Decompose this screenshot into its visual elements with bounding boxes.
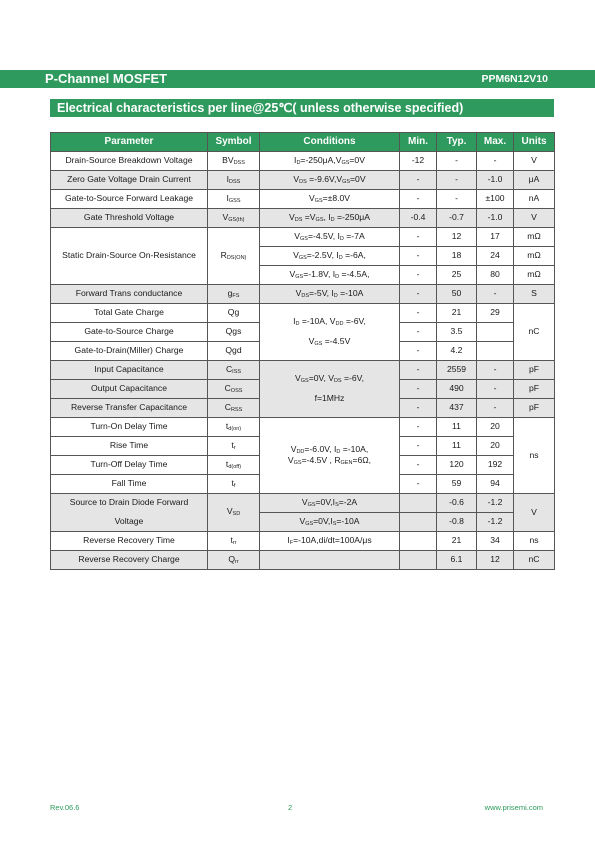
table-row: [51, 209, 555, 228]
min-cell: -0.4: [400, 209, 437, 228]
typ-cell: -: [437, 152, 477, 171]
param-cell: Fall Time: [51, 475, 208, 494]
typ-cell: 4.2: [437, 342, 477, 361]
symbol-cell: gFS: [208, 285, 260, 304]
table-row: [51, 285, 555, 304]
param-cell: Total Gate Charge: [51, 304, 208, 323]
symbol-cell: BVDSS: [208, 152, 260, 171]
min-cell: -: [400, 266, 437, 285]
max-cell: -1.2: [477, 494, 514, 513]
max-cell: -: [477, 380, 514, 399]
electrical-characteristics-table: [50, 132, 555, 570]
condition-cell: VGS=-4.5V, ID =-7A: [260, 228, 400, 247]
symbol-cell: Qg: [208, 304, 260, 323]
typ-cell: 50: [437, 285, 477, 304]
max-cell: 192: [477, 456, 514, 475]
max-cell: ±100: [477, 190, 514, 209]
column-header: Conditions: [260, 133, 400, 152]
max-cell: 17: [477, 228, 514, 247]
symbol-cell: VGS(th): [208, 209, 260, 228]
column-header: Units: [514, 133, 555, 152]
typ-cell: 3.5: [437, 323, 477, 342]
condition-cell: VDD=-6.0V, ID =-10A, VGS=-4.5V , RGEN=6Ω,: [260, 418, 400, 494]
column-header: Parameter: [51, 133, 208, 152]
max-cell: -: [477, 152, 514, 171]
min-cell: -: [400, 190, 437, 209]
max-cell: [477, 323, 514, 342]
param-cell: Input Capacitance: [51, 361, 208, 380]
max-cell: -1.0: [477, 209, 514, 228]
unit-cell: pF: [514, 361, 555, 380]
max-cell: 24: [477, 247, 514, 266]
typ-cell: 11: [437, 437, 477, 456]
symbol-cell: td(off): [208, 456, 260, 475]
min-cell: -: [400, 399, 437, 418]
unit-cell: nC: [514, 304, 555, 361]
unit-cell: V: [514, 494, 555, 532]
symbol-cell: CISS: [208, 361, 260, 380]
max-cell: 20: [477, 418, 514, 437]
min-cell: [400, 494, 437, 513]
symbol-cell: IDSS: [208, 171, 260, 190]
min-cell: -: [400, 475, 437, 494]
symbol-cell: tr: [208, 437, 260, 456]
max-cell: 94: [477, 475, 514, 494]
typ-cell: 18: [437, 247, 477, 266]
table-row: [51, 304, 555, 323]
table-header-row: [51, 133, 555, 152]
section-bar: [50, 99, 554, 117]
condition-cell: VDS=-5V, ID =-10A: [260, 285, 400, 304]
typ-cell: 490: [437, 380, 477, 399]
table-row: [51, 532, 555, 551]
typ-cell: 437: [437, 399, 477, 418]
max-cell: 29: [477, 304, 514, 323]
max-cell: 12: [477, 551, 514, 570]
max-cell: [477, 342, 514, 361]
max-cell: -: [477, 399, 514, 418]
unit-cell: nA: [514, 190, 555, 209]
table-row: [51, 171, 555, 190]
unit-cell: V: [514, 152, 555, 171]
min-cell: -: [400, 247, 437, 266]
max-cell: 20: [477, 437, 514, 456]
symbol-cell: trr: [208, 532, 260, 551]
min-cell: -: [400, 304, 437, 323]
unit-cell: ns: [514, 418, 555, 494]
param-cell: Forward Trans conductance: [51, 285, 208, 304]
condition-cell: IF=-10A,di/dt=100A/μs: [260, 532, 400, 551]
condition-cell: [260, 551, 400, 570]
part-number: PPM6N12V10: [481, 73, 548, 85]
condition-cell: VGS=±8.0V: [260, 190, 400, 209]
typ-cell: 12: [437, 228, 477, 247]
max-cell: -1.2: [477, 513, 514, 532]
symbol-cell: COSS: [208, 380, 260, 399]
column-header: Typ.: [437, 133, 477, 152]
param-cell: Reverse Recovery Time: [51, 532, 208, 551]
column-header: Max.: [477, 133, 514, 152]
symbol-cell: Qrr: [208, 551, 260, 570]
condition-cell: ID=-250μA,VGS=0V: [260, 152, 400, 171]
min-cell: -: [400, 228, 437, 247]
typ-cell: 21: [437, 304, 477, 323]
symbol-cell: IGSS: [208, 190, 260, 209]
typ-cell: 6.1: [437, 551, 477, 570]
max-cell: 34: [477, 532, 514, 551]
table-row: [51, 494, 555, 513]
symbol-cell: td(on): [208, 418, 260, 437]
param-cell: Drain-Source Breakdown Voltage: [51, 152, 208, 171]
min-cell: -12: [400, 152, 437, 171]
footer-website-link[interactable]: www.prisemi.com: [484, 803, 543, 812]
typ-cell: -0.7: [437, 209, 477, 228]
max-cell: -: [477, 361, 514, 380]
typ-cell: 25: [437, 266, 477, 285]
param-cell: Static Drain-Source On-Resistance: [51, 228, 208, 285]
typ-cell: 120: [437, 456, 477, 475]
condition-cell: VGS=0V,IS=-10A: [260, 513, 400, 532]
min-cell: -: [400, 380, 437, 399]
table-row: [51, 152, 555, 171]
condition-cell: ID =-10A, VDD =-6V, VGS =-4.5V: [260, 304, 400, 361]
symbol-cell: Qgs: [208, 323, 260, 342]
typ-cell: -: [437, 190, 477, 209]
symbol-cell: VSD: [208, 494, 260, 532]
unit-cell: μA: [514, 171, 555, 190]
param-cell: Reverse Recovery Charge: [51, 551, 208, 570]
condition-cell: VGS=-2.5V, ID =-6A,: [260, 247, 400, 266]
min-cell: [400, 532, 437, 551]
unit-cell: pF: [514, 399, 555, 418]
typ-cell: -0.8: [437, 513, 477, 532]
param-cell: Gate Threshold Voltage: [51, 209, 208, 228]
param-cell: Gate-to-Source Charge: [51, 323, 208, 342]
typ-cell: 21: [437, 532, 477, 551]
typ-cell: 11: [437, 418, 477, 437]
min-cell: [400, 513, 437, 532]
condition-cell: VGS=0V, VDS =-6V, f=1MHz: [260, 361, 400, 418]
unit-cell: mΩ: [514, 266, 555, 285]
max-cell: -: [477, 285, 514, 304]
min-cell: -: [400, 342, 437, 361]
max-cell: -1.0: [477, 171, 514, 190]
unit-cell: mΩ: [514, 228, 555, 247]
table-row: [51, 551, 555, 570]
param-cell: Zero Gate Voltage Drain Current: [51, 171, 208, 190]
symbol-cell: RDS(ON): [208, 228, 260, 285]
footer-page-number: 2: [288, 803, 293, 812]
condition-cell: VDS =-9.6V,VGS=0V: [260, 171, 400, 190]
typ-cell: 59: [437, 475, 477, 494]
unit-cell: pF: [514, 380, 555, 399]
symbol-cell: Qgd: [208, 342, 260, 361]
param-cell: Gate-to-Drain(Miller) Charge: [51, 342, 208, 361]
unit-cell: S: [514, 285, 555, 304]
min-cell: -: [400, 171, 437, 190]
param-cell: Turn-Off Delay Time: [51, 456, 208, 475]
unit-cell: ns: [514, 532, 555, 551]
symbol-cell: tf: [208, 475, 260, 494]
min-cell: -: [400, 285, 437, 304]
condition-cell: VDS =VGS, ID =-250μA: [260, 209, 400, 228]
header-bar: [0, 70, 595, 88]
typ-cell: -0.6: [437, 494, 477, 513]
min-cell: [400, 551, 437, 570]
param-cell: Output Capacitance: [51, 380, 208, 399]
unit-cell: nC: [514, 551, 555, 570]
section-title: Electrical characteristics per line@25℃( unless otherwise specified): [57, 101, 464, 115]
table-row: [51, 418, 555, 437]
condition-cell: VGS=0V,IS=-2A: [260, 494, 400, 513]
max-cell: 80: [477, 266, 514, 285]
condition-cell: VGS=-1.8V, ID =-4.5A,: [260, 266, 400, 285]
min-cell: -: [400, 437, 437, 456]
min-cell: -: [400, 323, 437, 342]
typ-cell: -: [437, 171, 477, 190]
document-title: P-Channel MOSFET: [45, 71, 168, 86]
param-cell: Turn-On Delay Time: [51, 418, 208, 437]
param-cell: Reverse Transfer Capacitance: [51, 399, 208, 418]
param-cell: Gate-to-Source Forward Leakage: [51, 190, 208, 209]
unit-cell: V: [514, 209, 555, 228]
param-cell: Source to Drain Diode Forward Voltage: [51, 494, 208, 532]
min-cell: -: [400, 418, 437, 437]
table-row: [51, 361, 555, 380]
footer-revision: Rev.06.6: [50, 803, 80, 812]
min-cell: -: [400, 361, 437, 380]
table-row: [51, 190, 555, 209]
symbol-cell: CRSS: [208, 399, 260, 418]
unit-cell: mΩ: [514, 247, 555, 266]
min-cell: -: [400, 456, 437, 475]
column-header: Symbol: [208, 133, 260, 152]
typ-cell: 2559: [437, 361, 477, 380]
table-row: [51, 228, 555, 247]
column-header: Min.: [400, 133, 437, 152]
param-cell: Rise Time: [51, 437, 208, 456]
